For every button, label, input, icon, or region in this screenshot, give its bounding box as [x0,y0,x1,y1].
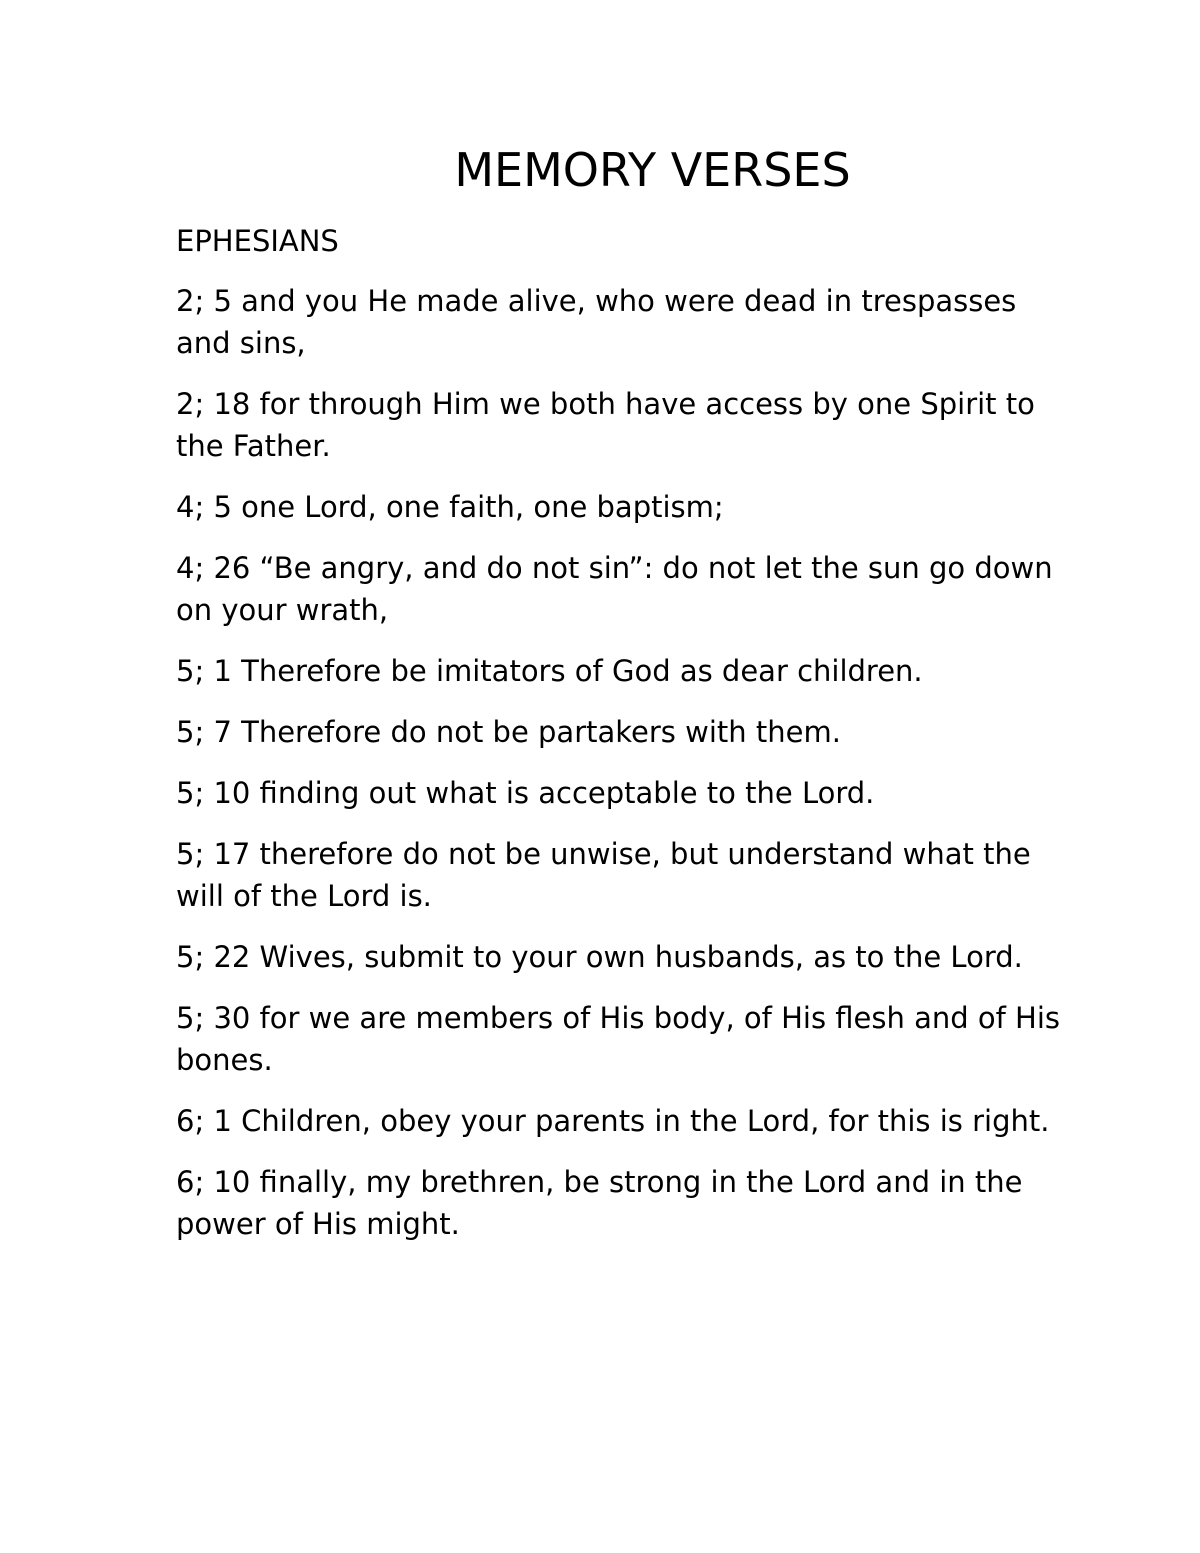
verse-paragraph: 2; 18 for through Him we both have access by one Spirit to the Father. [176,387,1035,463]
verse-paragraph: 5; 17 therefore do not be unwise, but understand what the will of the Lord is. [176,837,1031,913]
verse-paragraph: 2; 5 and you He made alive, who were dead in trespasses and sins, [176,284,1017,360]
book-heading: EPHESIANS [176,224,339,258]
document-body [176,220,1076,1264]
verse-paragraph: 6; 10 finally, my brethren, be strong in the Lord and in the power of His might. [176,1165,1023,1241]
verse-paragraph: 5; 7 Therefore do not be partakers with them. [176,715,841,749]
verse-paragraph: 4; 26 “Be angry, and do not sin”: do not let the sun go down on your wrath, [176,551,1053,627]
verse-paragraph: 5; 10 finding out what is acceptable to the Lord. [176,776,875,810]
verse-paragraph: 5; 22 Wives, submit to your own husbands, as to the Lord. [176,940,1023,974]
verse-paragraph: 6; 1 Children, obey your parents in the Lord, for this is right. [176,1104,1050,1138]
verse-paragraph: 4; 5 one Lord, one faith, one baptism; [176,490,724,524]
verse-paragraph: 5; 1 Therefore be imitators of God as dear children. [176,654,923,688]
document-title: MEMORY VERSES [454,143,851,197]
verse-paragraph: 5; 30 for we are members of His body, of His flesh and of His bones. [176,1001,1061,1077]
